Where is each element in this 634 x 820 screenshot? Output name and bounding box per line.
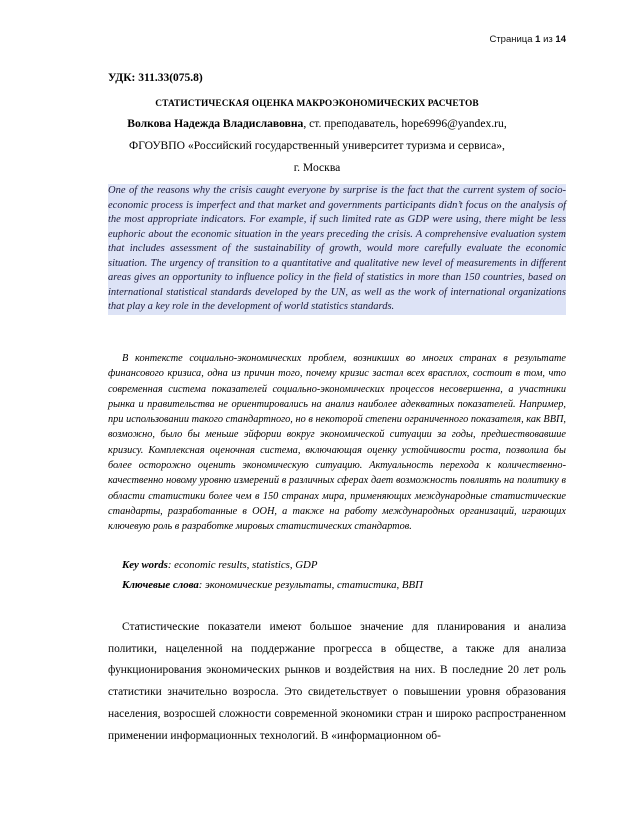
keywords-russian-label: Ключевые слова [122,579,199,591]
organization: ФГОУВПО «Российский государственный университет туризма и сервиса», [129,139,505,152]
keywords-english-value: : economic results, statistics, GDP [167,559,318,571]
udk-code: УДК: 311.33(075.8) [108,72,203,84]
author-details: , ст. преподаватель, hope6996@yandex.ru, [303,117,507,130]
body-paragraph: Статистические показатели имеют большое значение для планирования и анализа политики, нацеленной на поддержание прогресса в обществе, а также для анализа функционирования экономических рынков и воздействия на них. В последние 20 лет роль статистики значительно возросла. Это свидетельствует о повышении уровня образования населения, возросшей сложности современной экономики стран и широко распространенном применении информационных технологий. В «информационном об- [108,621,566,742]
author-line [0,117,634,130]
page-number-separator: из [543,34,553,45]
keywords-russian [122,579,423,591]
author-name: Волкова Надежда Владиславовна [127,117,304,130]
keywords-russian-value: : экономические результаты, статистика, ВВП [198,579,423,591]
page-number-current: 1 [535,34,541,45]
page-number [489,34,566,45]
city: г. Москва [293,161,341,174]
abstract-english: One of the reasons why the crisis caught everyone by surprise is the fact that the current system of socio-economic process is imperfect and that market and governments participants didn’t focus on the analysis of the most appropriate indicators. For example, if such limited rate as GDP were using, there might be less euphoric about the economic situation in the years preceding the crisis. A comprehensive evaluation system that includes assessment of the sustainability of growth, would more carefully evaluate the economic situation. The urgency of transition to a quantitative and qualitative new level of measurements in different areas gives an opportunity to influence policy in the field of statistics in more than 150 countries, based on international statistical standards developed by the UN, as well as the work of international organizations that play a key role in the development of world statistics standards. [108,184,566,315]
page-number-prefix: Страница [489,34,533,45]
keywords-english [122,559,317,571]
article-title: СТАТИСТИЧЕСКАЯ ОЦЕНКА МАКРОЭКОНОМИЧЕСКИХ РАСЧЕТОВ [155,99,479,109]
page-number-total: 14 [555,34,566,45]
abstract-russian: В контексте социально-экономических проблем, возникших во многих странах в результате финансового кризиса, одна из причин того, почему кризис застал всех врасплох, состоит в том, что современная система показателей социально-экономических процессов несовершенна, а участники рынка и правительства не ориентировались на анализ наиболее адекватных показателей. Например, при использовании такого стандартного, но в некоторой степени ограниченного показателя, как ВВП, возможно, было бы меньше эйфории вокруг экономической ситуации за годы, предшествовавшие кризису. Комплексная оценочная система, включающая оценку устойчивости роста, позволила бы более осторожно оценить экономическую ситуацию. Актуальность перехода к количественно-качественно новому уровню измерений в различных сферах дает возможность повлиять на политику в области статистики более чем в 150 странах мира, применяющих международные статистические стандарты, разработанные в ООН, а также на работу международных организаций, играющих ключевую роль в разработке мировых статистических стандартов. [108,353,566,533]
keywords-english-label: Key words [122,559,168,571]
